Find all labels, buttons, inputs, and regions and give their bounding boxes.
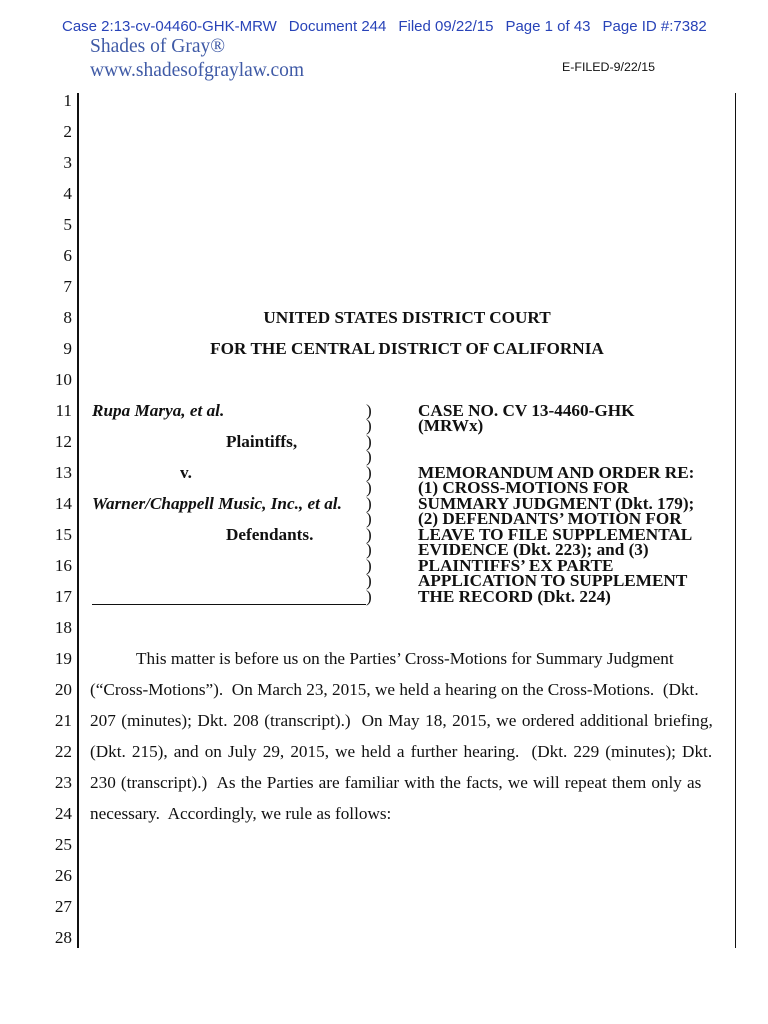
document-title-line: PLAINTIFFS’ EX PARTE	[418, 555, 614, 575]
page-count-stamp: Page 1 of 43	[505, 18, 591, 35]
line-number: 19	[54, 649, 72, 669]
caption-underline	[92, 604, 366, 605]
right-margin-rule	[735, 93, 736, 948]
line-number: 10	[54, 369, 72, 389]
line-number: 9	[63, 338, 72, 358]
line-number: 4	[63, 183, 72, 203]
document-title-block	[418, 462, 728, 606]
line-number: 13	[54, 462, 72, 482]
line-number: 2	[63, 121, 72, 141]
versus-label: v.	[180, 462, 192, 482]
case-number-line: CASE NO. CV 13-4460-GHK	[418, 400, 635, 420]
caption-bracket: )	[366, 493, 372, 513]
caption-bracket: )	[366, 571, 372, 591]
line-number: 16	[54, 555, 72, 575]
document-title-line: THE RECORD (Dkt. 224)	[418, 586, 611, 606]
body-paragraph	[90, 643, 730, 829]
document-title-line: (2) DEFENDANTS’ MOTION FOR	[418, 509, 682, 529]
document-title-line: APPLICATION TO SUPPLEMENT	[418, 571, 688, 591]
line-number-column	[30, 85, 72, 954]
court-district: FOR THE CENTRAL DISTRICT OF CALIFORNIA	[210, 338, 604, 358]
caption-bracket: )	[366, 586, 372, 606]
line-number: 23	[54, 773, 72, 793]
paragraph-line: (Dkt. 215), and on July 29, 2015, we held a further hearing. (Dkt. 229 (minutes); Dkt.	[90, 742, 713, 762]
caption-bracket: )	[366, 555, 372, 575]
case-number-block	[418, 400, 728, 436]
document-number-stamp: Document 244	[288, 18, 387, 35]
line-number: 14	[54, 493, 72, 513]
caption-bracket: )	[366, 524, 372, 544]
paragraph-line: (“Cross-Motions”). On March 23, 2015, we held a hearing on the Cross-Motions. (Dkt.	[90, 680, 699, 700]
caption-bracket: )	[366, 400, 372, 420]
plaintiff-label: Plaintiffs,	[226, 431, 298, 451]
brand-name: Shades of Gray®	[90, 36, 226, 57]
caption-bracket-column	[366, 400, 378, 606]
case-number-stamp: Case 2:13-cv-04460-GHK-MRW	[62, 18, 277, 35]
paragraph-line: 230 (transcript).) As the Parties are familiar with the facts, we will repeat them only as	[90, 773, 702, 793]
document-title-line: MEMORANDUM AND ORDER RE:	[418, 462, 695, 482]
line-number: 25	[54, 835, 72, 855]
paragraph-line: 207 (minutes); Dkt. 208 (transcript).) On May 18, 2015, we ordered additional briefing,	[90, 711, 713, 731]
line-number: 22	[54, 742, 72, 762]
page-id-stamp: Page ID #:7382	[602, 18, 707, 35]
case-number-line: (MRWx)	[418, 416, 484, 436]
line-number: 28	[54, 928, 72, 948]
line-number: 26	[54, 866, 72, 886]
caption-bracket: )	[366, 478, 372, 498]
caption-bracket: )	[366, 540, 372, 560]
caption-bracket: )	[366, 447, 372, 467]
line-number: 27	[54, 897, 72, 917]
filed-date-stamp: Filed 09/22/15	[398, 18, 494, 35]
line-number: 20	[54, 680, 72, 700]
line-number: 12	[54, 431, 72, 451]
defendant-name: Warner/Chappell Music, Inc., et al.	[92, 493, 342, 513]
caption-bracket: )	[366, 462, 372, 482]
efiled-stamp: E-FILED-9/22/15	[562, 60, 655, 74]
line-number: 7	[63, 276, 72, 296]
caption-bracket: )	[366, 509, 372, 529]
plaintiff-name: Rupa Marya, et al.	[92, 400, 225, 420]
line-number: 5	[63, 214, 72, 234]
line-number: 24	[54, 804, 72, 824]
document-title-line: SUMMARY JUDGMENT (Dkt. 179);	[418, 493, 695, 513]
caption-bracket: )	[366, 431, 372, 451]
court-name: UNITED STATES DISTRICT COURT	[263, 307, 551, 327]
line-number: 8	[63, 307, 72, 327]
document-title-line: LEAVE TO FILE SUPPLEMENTAL	[418, 524, 693, 544]
caption-parties	[92, 395, 366, 550]
paragraph-line: necessary. Accordingly, we rule as follows:	[90, 804, 392, 824]
brand-url: www.shadesofgraylaw.com	[90, 60, 305, 81]
caption-bracket: )	[366, 416, 372, 436]
document-title-line: EVIDENCE (Dkt. 223); and (3)	[418, 540, 649, 560]
ecf-header	[62, 18, 707, 36]
document-title-line: (1) CROSS-MOTIONS FOR	[418, 478, 630, 498]
line-number: 6	[63, 245, 72, 265]
line-number: 21	[54, 711, 72, 731]
defendant-label: Defendants.	[226, 525, 314, 545]
left-margin-rule	[77, 93, 79, 948]
line-number: 17	[54, 587, 72, 606]
line-number: 15	[54, 524, 72, 544]
line-number: 11	[55, 400, 72, 420]
line-number: 18	[54, 618, 72, 638]
line-number: 1	[63, 90, 72, 110]
paragraph-line: This matter is before us on the Parties’ Cross-Motions for Summary Judgment	[136, 649, 674, 669]
line-number: 3	[63, 152, 72, 172]
